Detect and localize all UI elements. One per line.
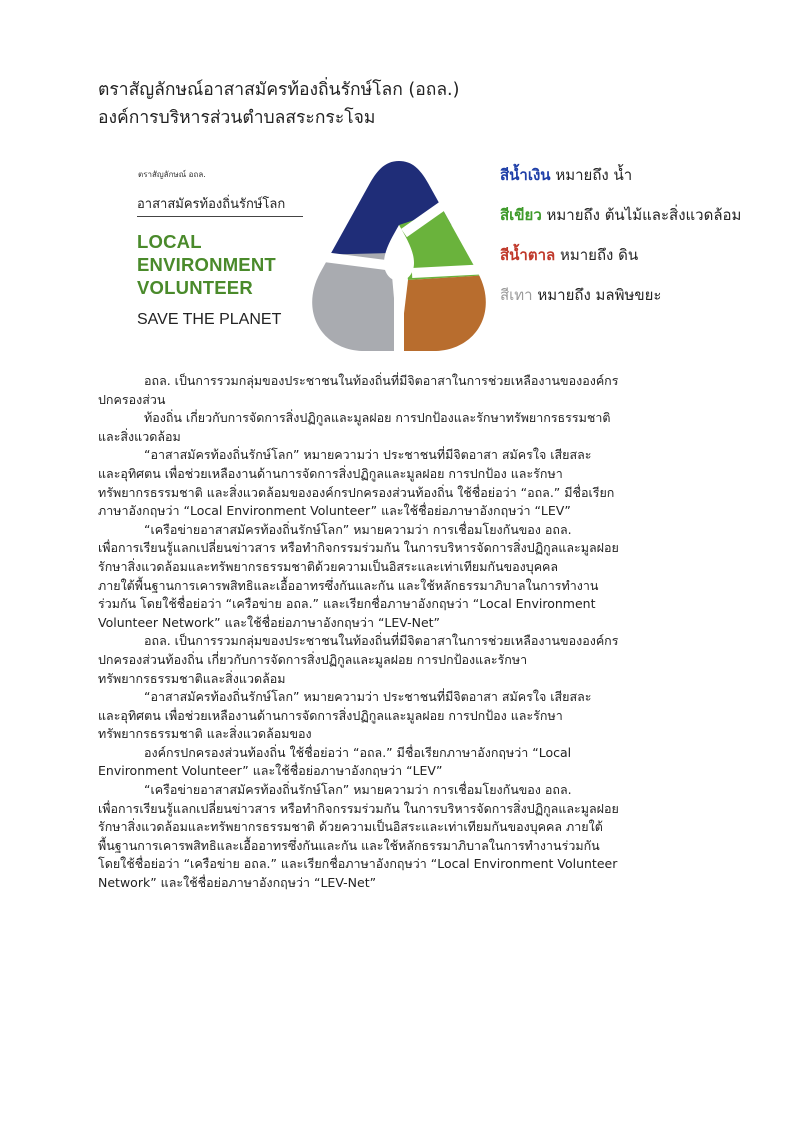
- legend-key: สีเทา: [500, 286, 533, 304]
- legend-key: สีเขียว: [500, 206, 542, 224]
- body-line: พื้นฐานการเคารพสิทธิและเอื้ออาทรซึ่งกันและกัน และใช้หลักธรรมาภิบาลในการทำงานร่วมกัน: [98, 837, 600, 853]
- legend-key: สีน้ำเงิน: [500, 166, 551, 184]
- body-line: Network” และใช้ชื่อย่อภาษาอังกฤษว่า “LEV-Net”: [98, 875, 377, 891]
- body-line: ทรัพยากรธรรมชาติและสิ่งแวดล้อม: [98, 670, 286, 686]
- body-line: รักษาสิ่งแวดล้อมและทรัพยากรธรรมชาติ ด้วยความเป็นอิสระและเท่าเทียมกันของบุคคล ภายใต้: [98, 819, 603, 835]
- heading-title: ตราสัญลักษณ์อาสาสมัครท้องถิ่นรักษ์โลก (อถล.): [98, 80, 460, 100]
- legend-item-blue: [500, 155, 741, 195]
- legend-meaning: หมายถึง ต้นไม้และสิ่งแวดล้อม: [546, 206, 742, 224]
- legend-item-brown: [500, 235, 741, 275]
- logo-tagline: SAVE THE PLANET: [137, 311, 282, 328]
- legend-meaning: หมายถึง น้ำ: [555, 166, 633, 184]
- body-line: และสิ่งแวดล้อม: [98, 428, 181, 444]
- body-line: “เครือข่ายอาสาสมัครท้องถิ่นรักษ์โลก” หมายความว่า การเชื่อมโยงกันของ อถล.: [144, 782, 572, 798]
- body-line: ปกครองส่วนท้องถิ่น เกี่ยวกับการจัดการสิ่งปฏิกูลและมูลฝอย การปกป้องและรักษา: [98, 651, 528, 667]
- legend-key: สีน้ำตาล: [500, 246, 556, 264]
- logo-thai-name: อาสาสมัครท้องถิ่นรักษ์โลก: [137, 197, 286, 212]
- body-line: Volunteer Network” และใช้ชื่อย่อภาษาอังกฤษว่า “LEV-Net”: [98, 614, 441, 630]
- legend-item-green: [500, 195, 741, 235]
- body-line: เพื่อการเรียนรู้แลกเปลี่ยนข่าวสาร หรือทำกิจกรรมร่วมกัน ในการบริหารจัดการสิ่งปฏิกูลและมูลฝอย: [98, 540, 619, 556]
- body-line: ท้องถิ่น เกี่ยวกับการจัดการสิ่งปฏิกูลและมูลฝอย การปกป้องและรักษาทรัพยากรธรรมชาติ: [144, 410, 611, 426]
- body-line: องค์กรปกครองส่วนท้องถิ่น ใช้ชื่อย่อว่า “อถล.” มีชื่อเรียกภาษาอังกฤษว่า “Local: [144, 744, 572, 760]
- legend-meaning: หมายถึง ดิน: [559, 246, 639, 264]
- body-line: อถล. เป็นการรวมกลุ่มของประชาชนในท้องถิ่นที่มีจิตอาสาในการช่วยเหลืองานขององค์กร: [144, 633, 619, 649]
- lev-emblem-icon: [308, 155, 490, 355]
- lev-line-volunteer: VOLUNTEER: [137, 277, 253, 298]
- body-line: “เครือข่ายอาสาสมัครท้องถิ่นรักษ์โลก” หมายความว่า การเชื่อมโยงกันของ อถล.: [144, 521, 572, 537]
- body-line: “อาสาสมัครท้องถิ่นรักษ์โลก” หมายความว่า ประชาชนที่มีจิตอาสา สมัครใจ เสียสละ: [144, 447, 592, 463]
- body-line: และอุทิศตน เพื่อช่วยเหลืองานด้านการจัดการสิ่งปฏิกูลและมูลฝอย การปกป้อง และรักษา: [98, 707, 563, 723]
- emblem-split-right: [412, 269, 490, 273]
- logo-divider: [137, 216, 303, 217]
- body-line: ปกครองส่วน: [98, 391, 166, 407]
- color-legend: [500, 155, 741, 315]
- document-heading: [98, 76, 459, 132]
- body-line: ร่วมกัน โดยใช้ชื่อย่อว่า “เครือข่าย อถล.” และเรียกชื่อภาษาอังกฤษว่า “Local Environment: [98, 596, 596, 612]
- body-line: เพื่อการเรียนรู้แลกเปลี่ยนข่าวสาร หรือทำกิจกรรมร่วมกัน ในการบริหารจัดการสิ่งปฏิกูลและมูลฝอย: [98, 800, 619, 816]
- emblem-brown-segment: [399, 275, 490, 355]
- body-line: โดยใช้ชื่อย่อว่า “เครือข่าย อถล.” และเรียกชื่อภาษาอังกฤษว่า “Local Environment Volunteer: [98, 856, 618, 872]
- lev-line-environment: ENVIRONMENT: [137, 254, 276, 275]
- logo-caption: ตราสัญลักษณ์ อถล.: [138, 170, 206, 179]
- document-body: [98, 372, 708, 893]
- body-line: ภาษาอังกฤษว่า “Local Environment Volunteer” และใช้ชื่อย่อภาษาอังกฤษว่า “LEV”: [98, 503, 571, 519]
- legend-item-gray: [500, 275, 741, 315]
- heading-organization: องค์การบริหารส่วนตำบลสระกระโจม: [98, 108, 376, 128]
- legend-meaning: หมายถึง มลพิษขยะ: [537, 286, 662, 304]
- emblem-blue-segment: [308, 155, 399, 255]
- body-line: รักษาสิ่งแวดล้อมและทรัพยากรธรรมชาติด้วยความเป็นอิสระและเท่าเทียมกันของบุคคล: [98, 558, 559, 574]
- body-line: Environment Volunteer” และใช้ชื่อย่อภาษาอังกฤษว่า “LEV”: [98, 763, 443, 779]
- body-line: และอุทิศตน เพื่อช่วยเหลืองานด้านการจัดการสิ่งปฏิกูลและมูลฝอย การปกป้อง และรักษา: [98, 465, 563, 481]
- body-line: ทรัพยากรธรรมชาติ และสิ่งแวดล้อมของ: [98, 726, 312, 742]
- lev-line-local: LOCAL: [137, 231, 202, 252]
- body-line: ภายใต้พื้นฐานการเคารพสิทธิและเอื้ออาทรซึ่งกันและกัน และใช้หลักธรรมาภิบาลในการทำงาน: [98, 577, 599, 593]
- body-line: ทรัพยากรธรรมชาติ และสิ่งแวดล้อมขององค์กรปกครองส่วนท้องถิ่น ใช้ชื่อย่อว่า “อถล.” มีชื่อเรียก: [98, 484, 615, 500]
- body-line: อถล. เป็นการรวมกลุ่มของประชาชนในท้องถิ่นที่มีจิตอาสาในการช่วยเหลืองานขององค์กร: [144, 373, 619, 388]
- logo-lev-title: [137, 230, 276, 299]
- body-line: “อาสาสมัครท้องถิ่นรักษ์โลก” หมายความว่า ประชาชนที่มีจิตอาสา สมัครใจ เสียสละ: [144, 689, 592, 705]
